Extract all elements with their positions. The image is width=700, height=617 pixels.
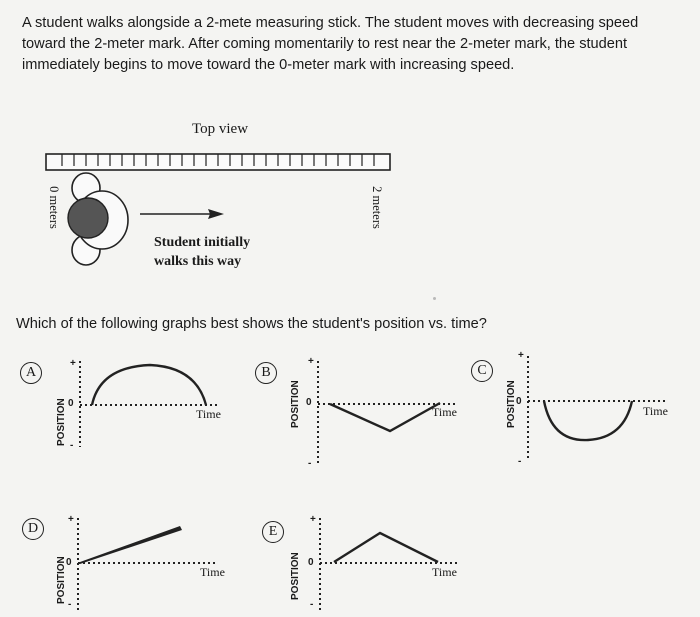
option-c-plus: +: [518, 350, 524, 361]
two-meters-label: 2 meters: [369, 186, 384, 229]
option-a-letter[interactable]: A: [20, 362, 42, 384]
option-c-letter[interactable]: C: [471, 360, 493, 382]
option-e-minus: -: [310, 599, 314, 610]
option-b-zero: 0: [306, 397, 312, 408]
option-d-minus: -: [68, 599, 72, 610]
question-text: A student walks alongside a 2-mete measuring stick. The student moves with decreasing speed toward the 2-meter mark. After coming momentarily to rest near the 2-meter mark, the student immediately begins to move toward the 0-meter mark with increasing speed.: [22, 15, 639, 73]
option-a-plus: +: [70, 358, 76, 369]
option-a-time-label: Time: [196, 407, 221, 421]
direction-arrow: [138, 206, 228, 222]
option-a-axis-label: POSITION: [56, 398, 67, 446]
option-b-axis-label: POSITION: [290, 380, 301, 428]
option-b-plus: +: [308, 356, 314, 367]
option-e-time-label: Time: [432, 565, 457, 579]
diagram-caption: [154, 233, 250, 271]
question-prompt: Which of the following graphs best shows the student's position vs. time?: [16, 316, 487, 332]
zero-meters-label: 0 meters: [46, 186, 61, 229]
option-d-letter[interactable]: D: [22, 518, 44, 540]
option-e-axis-label: POSITION: [290, 552, 301, 600]
option-d-zero: 0: [66, 557, 72, 568]
option-a-zero: 0: [68, 398, 74, 409]
option-d-time-label: Time: [200, 565, 225, 579]
option-c-minus: -: [518, 456, 522, 467]
diagram-title: Top view: [192, 121, 249, 137]
option-e-letter[interactable]: E: [262, 521, 284, 543]
option-d-plus: +: [68, 514, 74, 525]
option-c-zero: 0: [516, 396, 522, 407]
option-e-zero: 0: [308, 557, 314, 568]
option-d-graph[interactable]: [68, 512, 238, 615]
option-b-time-label: Time: [432, 405, 457, 419]
option-a-minus: -: [70, 440, 74, 451]
option-c-axis-label: POSITION: [506, 380, 517, 428]
student-figure: [60, 168, 140, 273]
option-c-time-label: Time: [643, 404, 668, 418]
option-e-plus: +: [310, 514, 316, 525]
option-e-graph[interactable]: [310, 512, 480, 615]
option-d-axis-label: POSITION: [56, 556, 67, 604]
option-b-letter[interactable]: B: [255, 362, 277, 384]
stray-dot: [433, 297, 436, 300]
caption-line-1: Student initially: [154, 235, 251, 250]
caption-line-2: walks this way: [154, 254, 242, 269]
option-b-minus: -: [308, 458, 312, 469]
option-a-graph[interactable]: [70, 355, 230, 455]
